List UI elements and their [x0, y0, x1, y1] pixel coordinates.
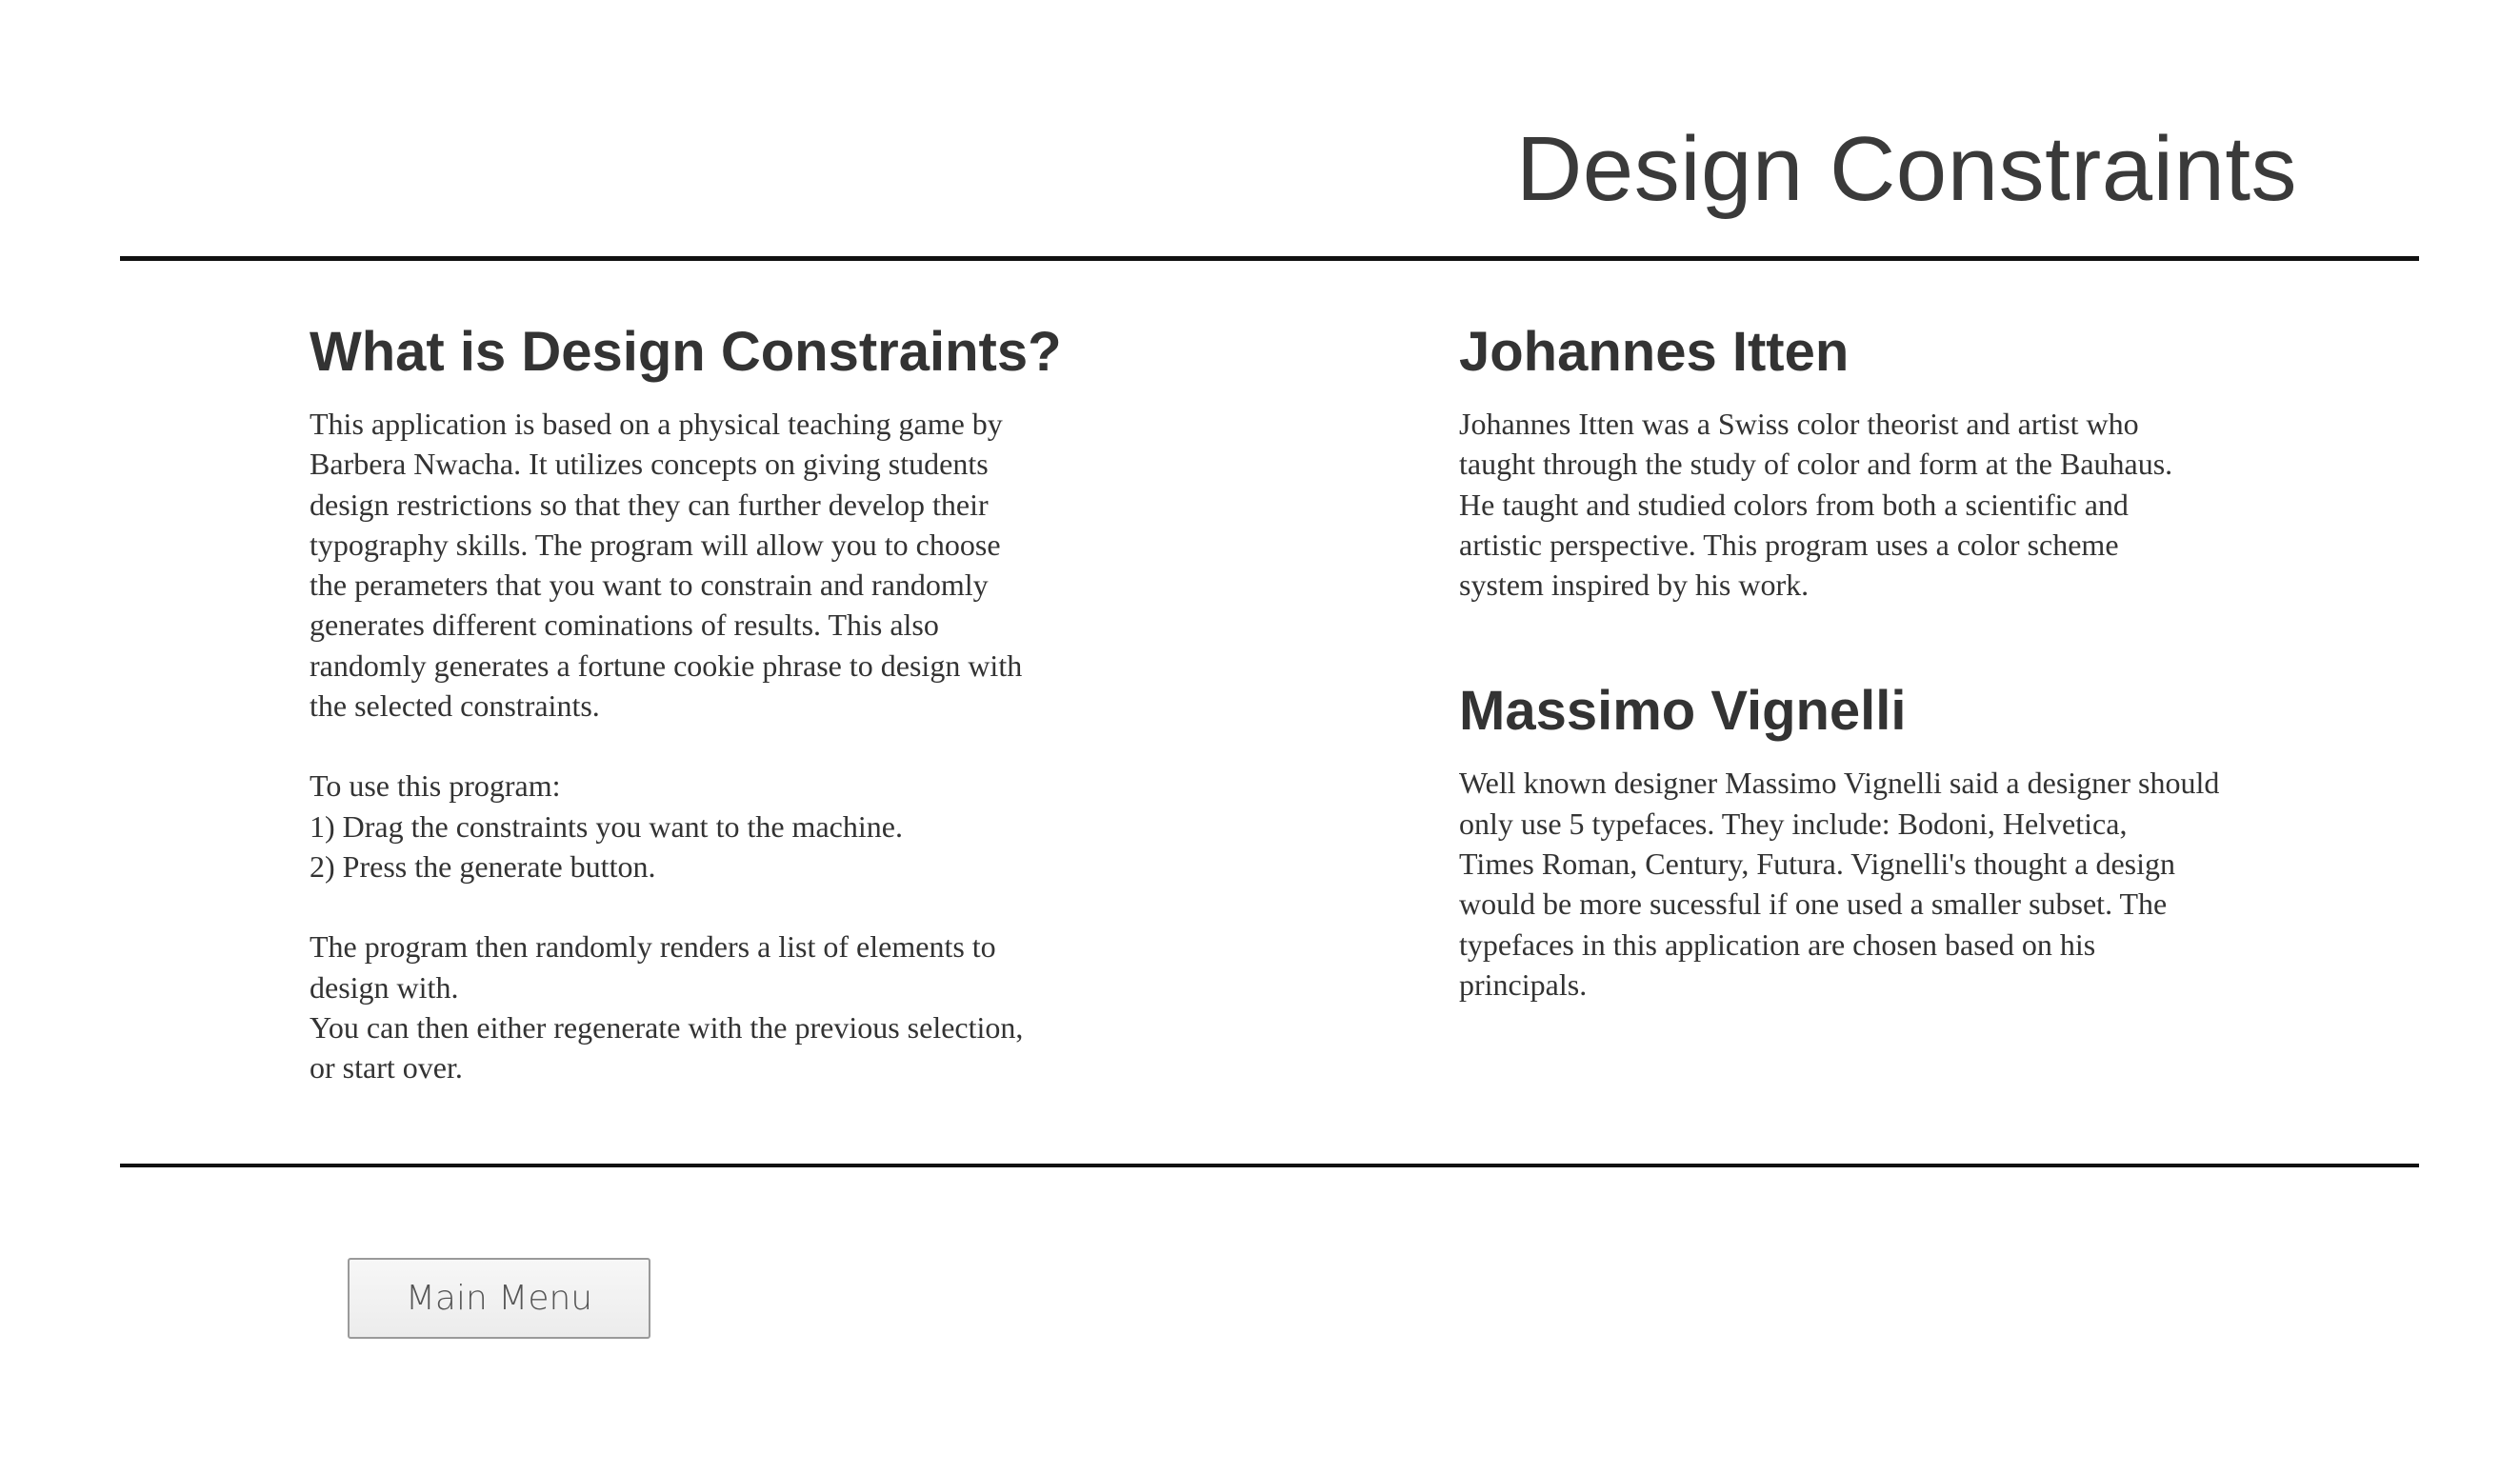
references-section [1459, 314, 2316, 1005]
page-title: Design Constraints [1515, 118, 2297, 220]
about-outro-text: The program then randomly renders a list of elements to design with. You can then either regenerate with the previous selection, or start over. [310, 929, 1024, 1086]
itten-heading: Johannes Itten [1459, 321, 1850, 383]
about-heading: What is Design Constraints? [310, 321, 1062, 383]
main-menu-button[interactable]: Main Menu [348, 1258, 650, 1339]
vignelli-heading: Massimo Vignelli [1459, 680, 1907, 743]
about-section [310, 314, 1129, 1087]
top-divider [120, 256, 2419, 261]
about-intro-text: This application is based on a physical teaching game by Barbera Nwacha. It utilizes concepts on giving students design restrictions so that they can further develop their typography skills. The program will allow you to choose the perameters that you want to constrain and randomly generates different cominations of results. This also randomly generates a fortune cookie phrase to design with the selected constraints. [310, 407, 1023, 724]
bottom-divider [120, 1164, 2419, 1167]
usage-instructions-text: To use this program: 1) Drag the constraints you want to the machine. 2) Press the generate button. [310, 768, 903, 884]
vignelli-text: Well known designer Massimo Vignelli said a designer should only use 5 typefaces. They include: Bodoni, Helvetica, Times Roman, Century, Futura. Vignelli's thought a design would be more sucessful if one used a smaller subset. The typefaces in this application are chosen based on his principals. [1459, 766, 2220, 1002]
itten-text: Johannes Itten was a Swiss color theorist and artist who taught through the study of color and form at the Bauhaus. He taught and studied colors from both a scientific and artistic perspective. This program uses a color scheme system inspired by his work. [1459, 407, 2173, 603]
